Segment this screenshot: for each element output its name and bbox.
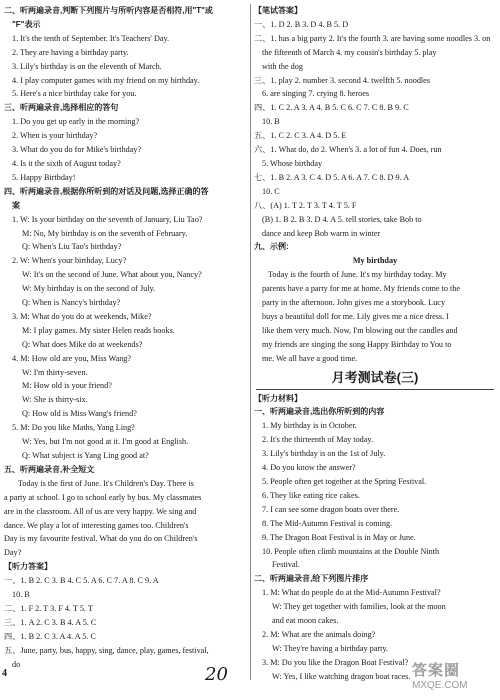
left-line-33: 五、听两遍录音,补全短文 bbox=[4, 464, 95, 474]
watermark bbox=[412, 662, 492, 694]
left-line-14: 案 bbox=[12, 200, 20, 210]
right-line-6: 6. are singing 7. crying 8. heroes bbox=[262, 89, 370, 99]
right-line-43: and eat moon cakes. bbox=[272, 616, 339, 626]
right-line-39: Festival. bbox=[272, 560, 300, 570]
right-line-11: 5. Whose birthday bbox=[262, 158, 323, 168]
right-line-18: My birthday bbox=[352, 256, 398, 266]
right-line-36: 8. The Mid-Autumn Festival is coming. bbox=[262, 518, 393, 528]
right-line-26: 月考测试卷(三) bbox=[331, 369, 419, 385]
right-line-16: dance and keep Bob warm in winter bbox=[262, 228, 381, 238]
left-line-10: 3. What do you do for Mike's birthday? bbox=[12, 145, 142, 155]
right-line-17: 九、示例: bbox=[254, 242, 289, 252]
right-line-42: W: They get together with families, look at the moon bbox=[272, 602, 446, 612]
watermark-top: 答案圈 bbox=[412, 662, 461, 679]
left-line-5: 4. I play computer games with my friend on my birthday. bbox=[12, 75, 200, 85]
left-line-22: 3. M: What do you do at weekends, Mike? bbox=[12, 311, 152, 321]
left-line-4: 3. Lily's birthday is on the eleventh of March. bbox=[12, 61, 162, 71]
right-line-20: parents have a party for me at home. My friends come to the bbox=[262, 284, 461, 294]
left-line-36: are in the classroom. All of us are very happy. We sing and bbox=[4, 506, 197, 516]
left-line-16: M: No, My birthday is on the seventh of February. bbox=[22, 228, 188, 238]
column-divider bbox=[250, 4, 251, 680]
left-line-31: W: Yes, but I'm not good at it. I'm good at English. bbox=[22, 437, 189, 447]
right-line-1: 一、1. D 2. B 3. D 4. B 5. D bbox=[254, 19, 349, 29]
right-line-7: 四、1. C 2. A 3. A 4. B 5. C 6. C 7. C 8. B 9. C bbox=[254, 103, 409, 113]
left-line-12: 5. Happy Birthday! bbox=[12, 172, 76, 182]
right-line-23: like them very much. Now, I'm blowing out the candles and bbox=[262, 325, 458, 335]
right-line-0: 【笔试答案】 bbox=[254, 6, 302, 15]
right-line-28: 一、听两遍录音,选出你所听到的内容 bbox=[254, 407, 385, 417]
title-rule bbox=[256, 389, 494, 390]
left-line-7: 三、听两遍录音,选择相应的答句 bbox=[4, 103, 119, 113]
left-line-13: 四、听两遍录音,根据你所听到的对话及问题,选择正确的答 bbox=[4, 186, 209, 196]
left-line-21: Q: When is Nancy's birthday? bbox=[22, 298, 121, 308]
left-line-0: 二、听两遍录音,判断下列图片与所听内容是否相符,用"T"或 bbox=[4, 6, 213, 15]
right-line-32: 4. Do you know the answer? bbox=[262, 463, 356, 473]
left-column bbox=[4, 4, 248, 672]
left-line-38: Day is my favourite festival. What do you do on Children's bbox=[4, 534, 198, 544]
left-line-42: 10. B bbox=[12, 590, 30, 600]
right-line-4: with the dog bbox=[262, 61, 303, 71]
left-line-8: 1. Do you get up early in the morning? bbox=[12, 117, 140, 127]
right-line-10: 六、1. What do, do 2. When's 3. a lot of fun 4. Does, run bbox=[254, 145, 442, 155]
right-line-27: 【听力材料】 bbox=[254, 393, 302, 403]
left-line-20: W: My birthday is on the second of July. bbox=[22, 284, 156, 294]
left-line-6: 5. Here's a nice birthday cake for you. bbox=[12, 89, 137, 99]
left-line-23: M: I play games. My sister Helen reads books. bbox=[22, 325, 175, 335]
left-line-9: 2. When is your birthday? bbox=[12, 131, 98, 141]
left-line-1: "F"表示 bbox=[12, 19, 41, 29]
right-line-5: 三、1. play 2. number 3. second 4. twelfth 5. noodles bbox=[254, 75, 431, 85]
left-line-15: 1. W: Is your birthday on the seventh of January, Liu Tao? bbox=[12, 214, 203, 224]
right-column bbox=[254, 4, 496, 684]
right-line-21: party in the afternoon. John gives me a storybook. Lucy bbox=[262, 298, 446, 308]
left-line-24: Q: What does Mike do at weekends? bbox=[22, 339, 143, 349]
right-line-12: 七、1. B 2. A 3. C 4. D 5. A 6. A 7. C 8. D 9. A bbox=[254, 172, 410, 182]
left-line-17: Q: When's Liu Tao's birthday? bbox=[22, 242, 122, 252]
watermark-bottom: MXQE.COM bbox=[412, 680, 468, 691]
left-line-18: 2. W: When's your birthday, Lucy? bbox=[12, 256, 127, 266]
left-line-46: 五、June, party, bus, happy, sing, dance, play, games, festival, bbox=[4, 645, 209, 655]
right-line-37: 9. The Dragon Boat Festival is in May or June. bbox=[262, 532, 416, 542]
left-line-32: Q: What subject is Yang Ling good at? bbox=[22, 451, 149, 460]
left-line-3: 2. They are having a birthday party. bbox=[12, 47, 129, 57]
left-line-37: dance. We play a lot of interesting games too. Children's bbox=[4, 520, 189, 530]
right-line-47: W: Yes, I like watching dragon boat races. bbox=[272, 671, 411, 681]
left-line-34: Today is the first of June. It's Children's Day. There is bbox=[18, 478, 194, 488]
left-line-26: W: I'm thirty-seven. bbox=[22, 367, 88, 377]
left-line-44: 三、1. A 2. C 3. B 4. A 5. C bbox=[4, 617, 97, 627]
right-line-34: 6. They like eating rice cakes. bbox=[262, 490, 360, 500]
right-line-33: 5. People often get together at the Spring Festival. bbox=[262, 477, 427, 486]
right-line-35: 7. I can see some dragon boats over there. bbox=[262, 504, 400, 514]
left-line-47: do bbox=[12, 659, 21, 669]
right-line-3: the fifteenth of March 4. my cousin's birthday 5. play bbox=[262, 47, 437, 57]
right-line-14: 八、(A) 1. T 2. T 3. T 4. T 5. F bbox=[254, 200, 357, 210]
left-line-11: 4. Is it the sixth of August today? bbox=[12, 158, 121, 168]
left-line-39: Day? bbox=[4, 548, 22, 558]
handwritten-page-number: 20 bbox=[205, 664, 228, 685]
right-line-46: 3. M: Do you like the Dragon Boat Festival? bbox=[262, 657, 409, 667]
right-line-30: 2. It's the thirteenth of May today. bbox=[262, 435, 373, 445]
page-mark: 4 bbox=[2, 668, 7, 679]
right-line-31: 3. Lily's birthday is on the 1st of July. bbox=[262, 449, 386, 459]
right-line-38: 10. People often climb mountains at the Double Ninth bbox=[262, 546, 440, 556]
left-line-35: a party at school. I go to school early by bus. My classmates bbox=[4, 492, 202, 502]
left-line-40: 【听力答案】 bbox=[4, 562, 52, 572]
right-line-19: Today is the fourth of June. It's my birthday today. My bbox=[268, 270, 447, 280]
right-line-41: 1. M: What do people do at the Mid-Autumn Festival? bbox=[262, 588, 441, 598]
left-line-43: 二、1. F 2. T 3. F 4. T 5. T bbox=[4, 603, 93, 613]
left-line-29: Q: How old is Miss Wang's friend? bbox=[22, 409, 137, 419]
right-line-9: 五、1. C 2. C 3. A 4. D 5. E bbox=[254, 131, 347, 141]
right-line-29: 1. My birthday is in October. bbox=[262, 421, 357, 431]
left-line-19: W: It's on the second of June. What about you, Nancy? bbox=[22, 270, 202, 280]
right-line-22: buys a beautiful doll for me. Lily gives me a nice dress. I bbox=[262, 311, 449, 321]
left-line-45: 四、1. B 2. C 3. A 4. A 5. C bbox=[4, 631, 96, 641]
left-line-25: 4. M: How old are you, Miss Wang? bbox=[12, 353, 132, 363]
left-line-41: 一、1. B 2. C 3. B 4. C 5. A 6. C 7. A 8. C 9. A bbox=[4, 576, 159, 586]
right-line-24: my friends are singing the song Happy Birthday to You to bbox=[262, 339, 452, 349]
left-line-27: M: How old is your friend? bbox=[22, 381, 112, 391]
right-line-15: (B) 1. B 2. B 3. D 4. A 5. tell stories, take Bob to bbox=[262, 214, 422, 224]
right-line-45: W: They're having a birthday party. bbox=[272, 643, 388, 653]
left-line-28: W: She is thirty-six. bbox=[22, 395, 88, 405]
right-line-8: 10. B bbox=[262, 117, 280, 127]
left-line-30: 5. M: Do you like Maths, Yang Ling? bbox=[12, 423, 135, 433]
right-line-40: 二、听两遍录音,给下列图片排序 bbox=[254, 574, 369, 584]
right-line-25: me. We all have a good time. bbox=[262, 353, 358, 363]
right-line-2: 二、1. has a big party 2. It's the fourth 3. are having some noodles 3. on bbox=[254, 33, 491, 43]
left-line-2: 1. It's the tenth of September. It's Teachers' Day. bbox=[12, 33, 170, 43]
right-line-13: 10. C bbox=[262, 186, 280, 196]
right-line-44: 2. M: What are the animals doing? bbox=[262, 629, 376, 639]
